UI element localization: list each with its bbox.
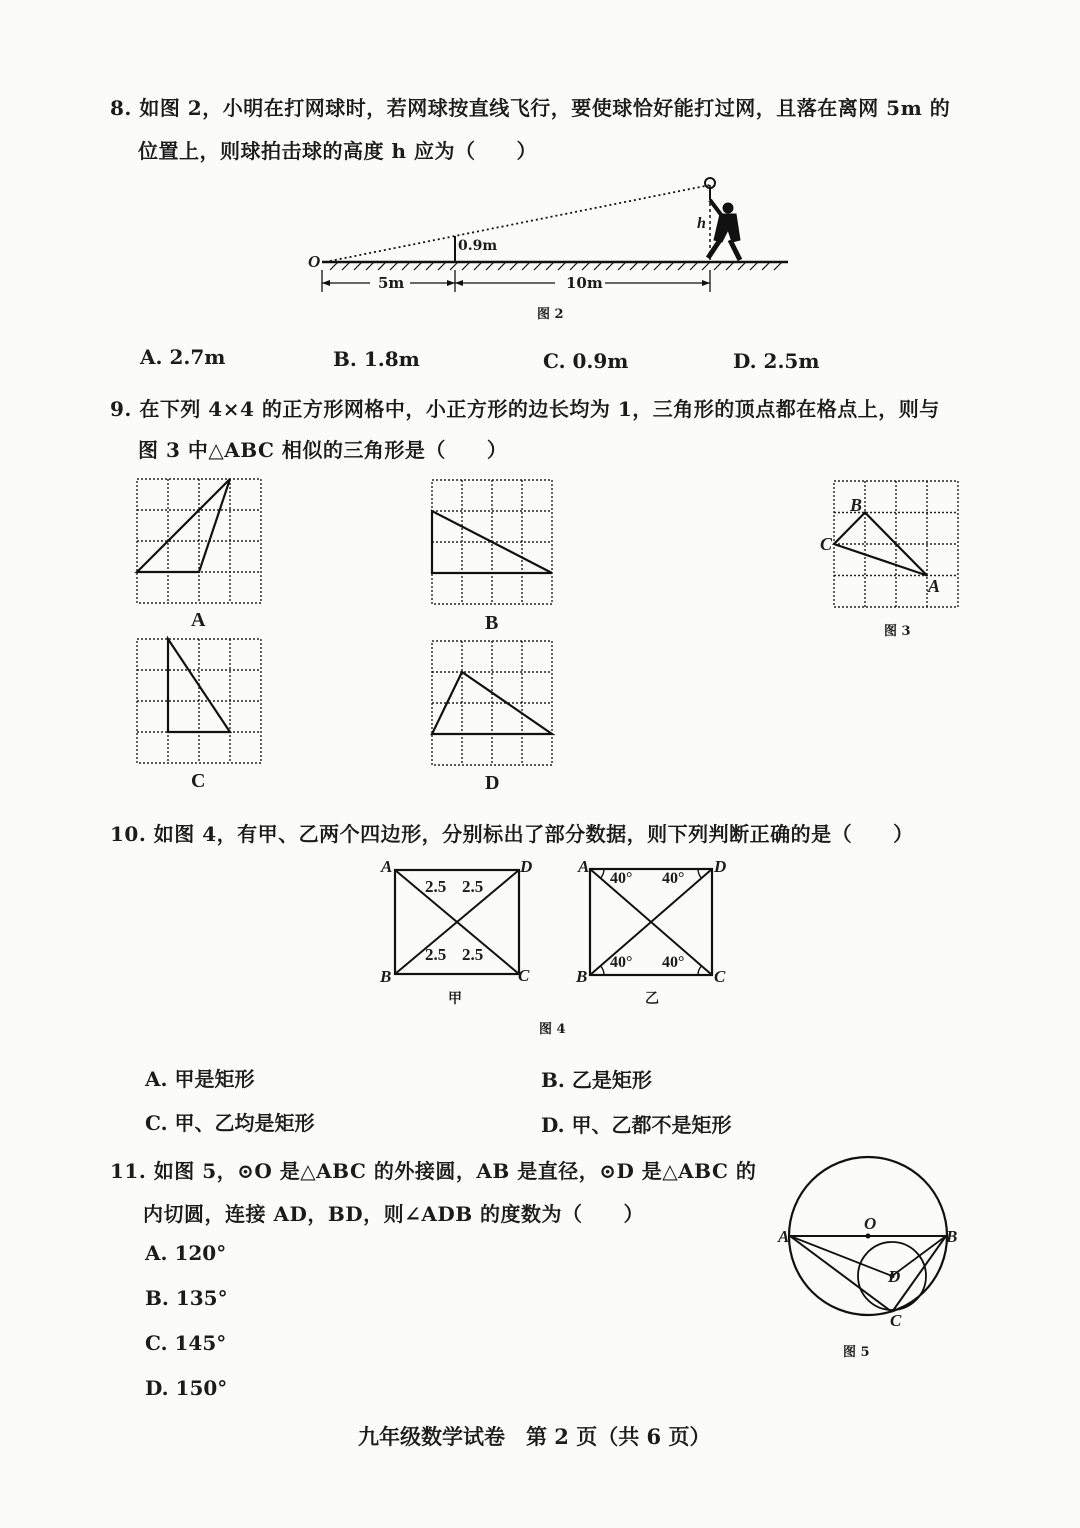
yi-vertex-a: A (578, 857, 590, 876)
q11-line1: 11. 如图 5，⊙O 是△ABC 的外接圆，AB 是直径，⊙D 是△ABC 的 (110, 1159, 757, 1183)
fig3-vertex-a: A (928, 576, 941, 596)
net-height-label: 0.9m (458, 238, 498, 254)
point-o-label: O (308, 252, 321, 271)
tennis-figure (300, 170, 800, 300)
q8-option-b[interactable]: B. 1.8m (333, 347, 420, 371)
q9-line2: 图 3 中△ABC 相似的三角形是（ ） (138, 438, 508, 462)
yi-name: 乙 (645, 991, 659, 1007)
fig3-caption: 图 3 (884, 624, 911, 639)
grid-b-label[interactable]: B (485, 612, 499, 634)
q10-option-b[interactable]: B. 乙是矩形 (541, 1068, 652, 1092)
q11-option-c[interactable]: C. 145° (145, 1331, 227, 1355)
fig3-vertex-b: B (850, 495, 863, 515)
dist-5m-label: 5m (378, 274, 405, 292)
q11-line2: 内切圆，连接 AD，BD，则∠ADB 的度数为（ ） (143, 1202, 645, 1226)
q9-line1: 9. 在下列 4×4 的正方形网格中，小正方形的边长均为 1，三角形的顶点都在格点上，则与 (110, 397, 940, 421)
fig5-label-a: A (778, 1227, 790, 1246)
q11-option-b[interactable]: B. 135° (145, 1286, 228, 1310)
fig5-label-d: D (888, 1267, 901, 1286)
grid-c-label[interactable]: C (191, 770, 206, 792)
yi-angle-4: 40° (662, 954, 685, 971)
fig5-caption: 图 5 (843, 1345, 870, 1360)
grid-a (137, 479, 261, 603)
fig5-label-c: C (890, 1311, 902, 1330)
jia-vertex-a: A (381, 857, 393, 876)
grid-a-label[interactable]: A (191, 609, 206, 631)
fig5-label-b: B (946, 1227, 958, 1246)
yi-vertex-c: C (714, 967, 726, 986)
yi-vertex-b: B (576, 967, 588, 986)
yi-angle-2: 40° (662, 870, 685, 887)
quad-yi (590, 869, 712, 975)
q10-option-a[interactable]: A. 甲是矩形 (145, 1067, 255, 1091)
grid-c (137, 639, 261, 763)
q8-option-c[interactable]: C. 0.9m (543, 349, 629, 373)
fig3-vertex-c: C (820, 534, 833, 554)
q11-option-d[interactable]: D. 150° (145, 1376, 228, 1400)
page-footer: 九年级数学试卷 第 2 页（共 6 页） (358, 1424, 711, 1449)
jia-seg-4: 2.5 (462, 945, 484, 964)
q10-option-d[interactable]: D. 甲、乙都不是矩形 (541, 1113, 732, 1137)
grid-d-label[interactable]: D (485, 772, 500, 794)
quad-jia (395, 870, 519, 974)
q8-option-a[interactable]: A. 2.7m (140, 345, 226, 369)
grid-b (432, 480, 552, 604)
q10-line1: 10. 如图 4，有甲、乙两个四边形，分别标出了部分数据，则下列判断正确的是（ ） (110, 822, 914, 846)
jia-seg-3: 2.5 (425, 945, 447, 964)
q8-option-d[interactable]: D. 2.5m (733, 349, 820, 373)
fig2-caption: 图 2 (537, 307, 564, 322)
jia-seg-1: 2.5 (425, 877, 447, 896)
jia-vertex-d: D (520, 857, 533, 876)
h-label: h (697, 215, 706, 232)
jia-vertex-b: B (380, 967, 392, 986)
q8-line2: 位置上，则球拍击球的高度 h 应为（ ） (138, 139, 537, 163)
fig5-circle (780, 1150, 960, 1330)
yi-vertex-d: D (714, 857, 727, 876)
q11-option-a[interactable]: A. 120° (145, 1241, 227, 1265)
yi-angle-3: 40° (610, 954, 633, 971)
q10-option-c[interactable]: C. 甲、乙均是矩形 (145, 1111, 315, 1135)
grid-d (432, 641, 552, 765)
fig4-caption: 图 4 (539, 1022, 566, 1037)
jia-seg-2: 2.5 (462, 877, 484, 896)
q8-line1: 8. 如图 2，小明在打网球时，若网球按直线飞行，要使球恰好能打过网，且落在离网 5m 的 (110, 96, 951, 120)
jia-name: 甲 (448, 991, 462, 1007)
dist-10m-label: 10m (566, 274, 603, 292)
jia-vertex-c: C (518, 966, 530, 985)
yi-angle-1: 40° (610, 870, 633, 887)
fig5-label-o: O (864, 1214, 877, 1233)
